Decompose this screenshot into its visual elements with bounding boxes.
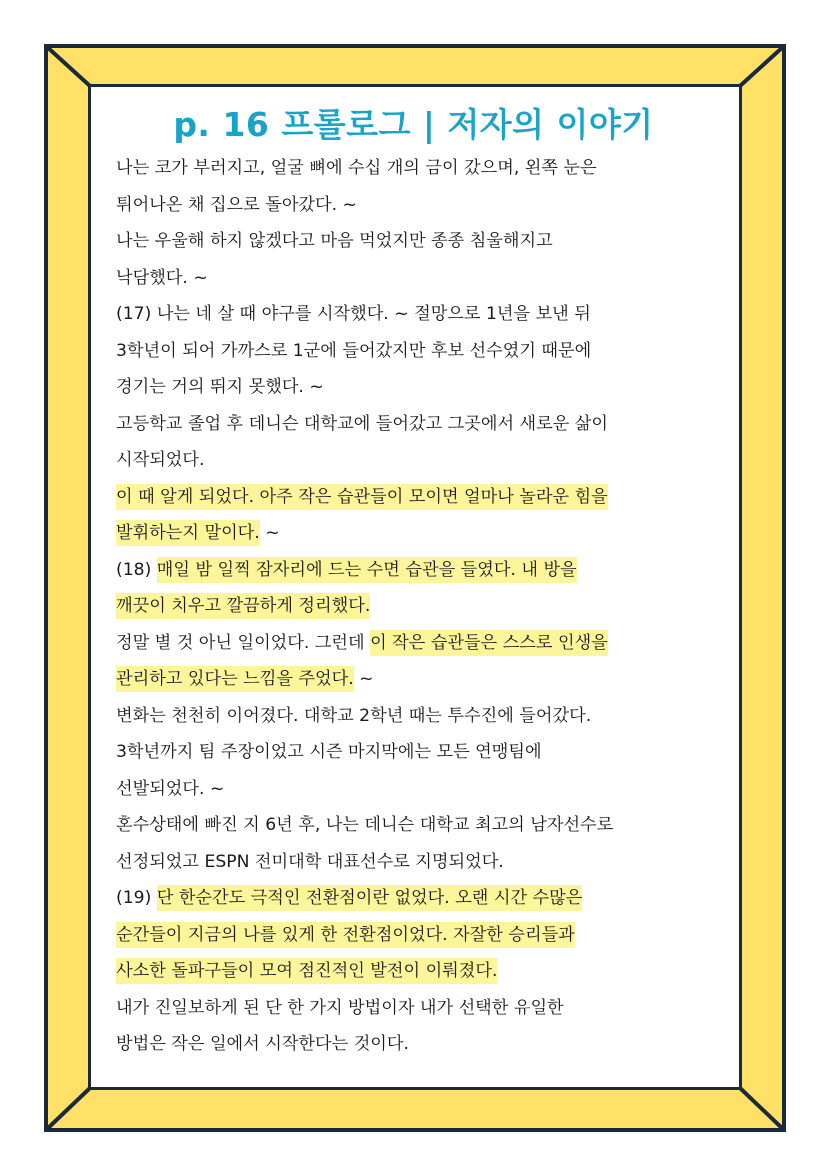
highlighted-text: 이 작은 습관들은 스스로 인생을 bbox=[370, 630, 608, 656]
highlighted-text: 매일 밤 일찍 잠자리에 드는 수면 습관을 들였다. 내 방을 bbox=[157, 557, 577, 583]
text-line bbox=[116, 369, 726, 406]
body-text bbox=[116, 150, 726, 1063]
text-line bbox=[116, 698, 726, 735]
highlighted-text: 관리하고 있다는 느낌을 주었다. bbox=[116, 666, 354, 692]
page-title: p. 16 프롤로그 | 저자의 이야기 bbox=[173, 105, 654, 144]
text-segment: 선정되었고 ESPN 전미대학 대표선수로 지명되었다. bbox=[116, 851, 504, 872]
text-line bbox=[116, 661, 726, 698]
text-line bbox=[116, 807, 726, 844]
highlighted-text: 깨끗이 치우고 깔끔하게 정리했다. bbox=[116, 593, 370, 619]
text-segment: 고등학교 졸업 후 데니슨 대학교에 들어갔고 그곳에서 새로운 삶이 bbox=[116, 413, 608, 434]
text-segment: 튀어나온 채 집으로 돌아갔다. ~ bbox=[116, 194, 357, 215]
text-line bbox=[116, 150, 726, 187]
text-segment: 선발되었다. ~ bbox=[116, 778, 225, 799]
text-segment: 혼수상태에 빠진 지 6년 후, 나는 데니슨 대학교 최고의 남자선수로 bbox=[116, 815, 614, 835]
text-segment: ~ bbox=[353, 669, 374, 689]
text-segment: 3학년까지 팀 주장이었고 시즌 마지막에는 모든 연맹팀에 bbox=[116, 742, 542, 762]
text-segment: 정말 별 것 아닌 일이었다. 그런데 bbox=[116, 632, 371, 653]
highlighted-text: 이 때 알게 되었다. 아주 작은 습관들이 모이면 얼마나 놀라운 힘을 bbox=[116, 484, 608, 510]
text-line bbox=[116, 187, 726, 224]
text-segment: (18) bbox=[116, 559, 157, 580]
text-segment: 내가 진일보하게 된 단 한 가지 방법이자 내가 선택한 유일한 bbox=[116, 997, 564, 1018]
text-line bbox=[116, 552, 726, 589]
text-line bbox=[116, 880, 726, 917]
text-line bbox=[116, 588, 726, 625]
text-line bbox=[116, 333, 726, 370]
text-line bbox=[116, 442, 726, 479]
text-segment: 3학년이 되어 가까스로 1군에 들어갔지만 후보 선수였기 때문에 bbox=[116, 340, 592, 361]
text-segment: (19) bbox=[116, 888, 157, 908]
text-line bbox=[116, 844, 726, 881]
text-segment: (17) 나는 네 살 때 야구를 시작했다. ~ 절망으로 1년을 보낸 뒤 bbox=[116, 304, 591, 324]
text-line bbox=[116, 260, 726, 297]
text-segment: 나는 코가 부러지고, 얼굴 뼈에 수십 개의 금이 갔으며, 왼쪽 눈은 bbox=[116, 158, 597, 178]
text-segment: 경기는 거의 뛰지 못했다. ~ bbox=[116, 377, 324, 397]
text-line bbox=[116, 406, 726, 443]
text-line bbox=[116, 771, 726, 808]
text-line bbox=[116, 515, 726, 552]
text-line bbox=[116, 296, 726, 333]
text-segment: 방법은 작은 일에서 시작한다는 것이다. bbox=[116, 1034, 409, 1054]
highlighted-text: 단 한순간도 극적인 전환점이란 없었다. 오랜 시간 수많은 bbox=[157, 885, 583, 911]
text-segment: 나는 우울해 하지 않겠다고 마음 먹었지만 종종 침울해지고 bbox=[116, 231, 553, 251]
text-segment: ~ bbox=[259, 523, 280, 543]
text-segment: 낙담했다. ~ bbox=[116, 267, 208, 288]
text-line bbox=[116, 223, 726, 260]
text-line bbox=[116, 917, 726, 954]
highlighted-text: 발휘하는지 말이다. bbox=[116, 520, 260, 546]
text-line bbox=[116, 625, 726, 662]
highlighted-text: 순간들이 지금의 나를 있게 한 전환점이었다. 자잘한 승리들과 bbox=[116, 922, 575, 948]
text-line bbox=[116, 479, 726, 516]
text-line bbox=[116, 953, 726, 990]
highlighted-text: 사소한 돌파구들이 모여 점진적인 발전이 이뤄졌다. bbox=[116, 958, 497, 984]
text-line bbox=[116, 990, 726, 1027]
text-line bbox=[116, 734, 726, 771]
text-line bbox=[116, 1026, 726, 1063]
text-segment: 변화는 천천히 이어졌다. 대학교 2학년 때는 투수진에 들어갔다. bbox=[116, 705, 592, 726]
text-segment: 시작되었다. bbox=[116, 450, 205, 470]
